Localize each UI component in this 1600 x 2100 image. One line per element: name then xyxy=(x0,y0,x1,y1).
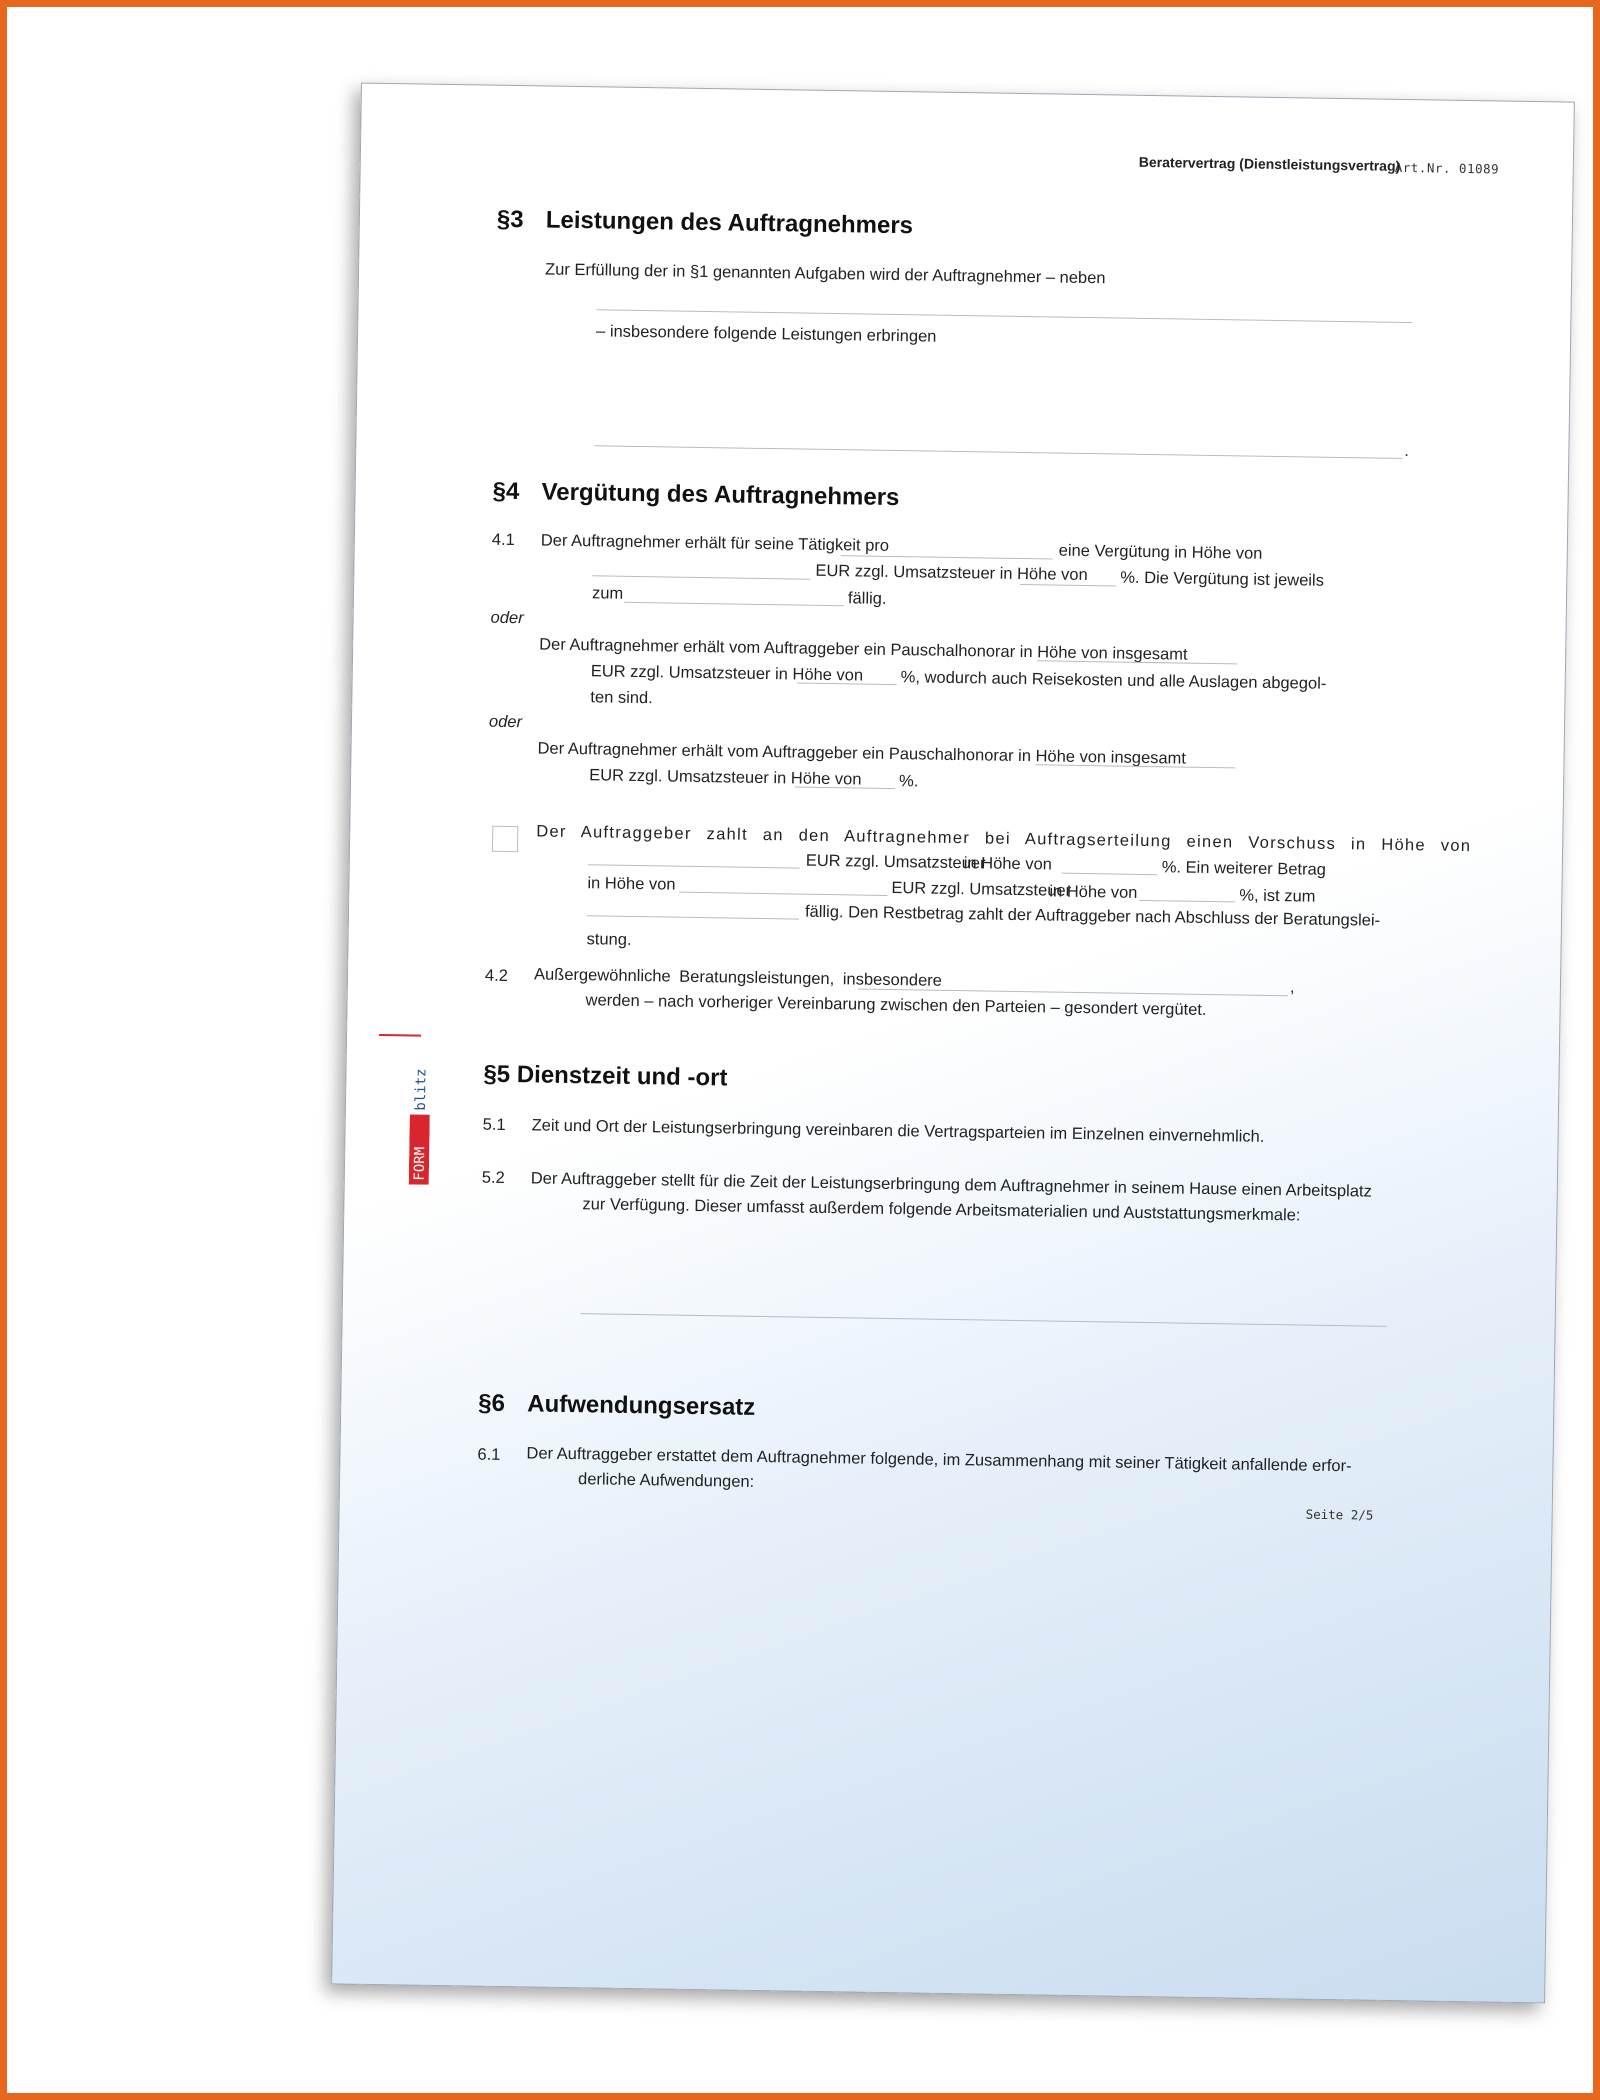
clause-5-2-text-b: zur Verfügung. Dieser umfasst außerdem folgende Arbeitsmaterialien und Auststattungsmerkmale: xyxy=(582,1195,1301,1225)
section-3-intro: Zur Erfüllung der in §1 genannten Aufgaben wird der Auftragnehmer – neben xyxy=(544,260,1106,288)
clause-4-2-number: 4.2 xyxy=(484,966,509,985)
clause-5-2-number: 5.2 xyxy=(481,1168,505,1187)
fill-in-vat-1[interactable] xyxy=(1020,584,1116,587)
fill-in-advance-amount[interactable] xyxy=(588,864,800,868)
clause-4-2-text-b: werden – nach vorheriger Vereinbarung zwischen den Parteien – gesondert vergütet. xyxy=(585,991,1207,1019)
advance-text-a: Der Auftraggeber zahlt an den Auftragnehmer bei Auftragserteilung einen Vorschuss in Höhe von xyxy=(536,822,1472,856)
advance-text-g: in Höhe von xyxy=(1049,882,1138,902)
document-title: Beratervertrag (Dienstleistungsvertrag) xyxy=(1138,153,1401,174)
advance-payment-checkbox[interactable] xyxy=(492,826,518,852)
fill-in-amount-1[interactable] xyxy=(592,575,810,579)
option-2-text-a: Der Auftragnehmer erhält vom Auftraggeber ein Pauschalhonorar in Höhe von insgesamt xyxy=(539,635,1188,664)
option-2-text-c: %, wodurch auch Reisekosten und alle Auslagen abgegol- xyxy=(900,668,1327,693)
option-3-text-b: EUR zzgl. Umsatzsteuer in Höhe von xyxy=(589,766,862,789)
fill-in-period[interactable] xyxy=(841,555,1053,559)
advance-text-h: %, ist zum xyxy=(1239,886,1316,906)
fill-in-further-due[interactable] xyxy=(587,915,799,919)
advance-text-c: in Höhe von xyxy=(963,854,1053,874)
document-page xyxy=(331,83,1575,2004)
fill-in-line-3a[interactable] xyxy=(596,309,1412,323)
fill-in-advance-vat[interactable] xyxy=(1062,873,1158,876)
fill-in-extraordinary-services[interactable] xyxy=(858,988,1288,996)
option-3-text-a: Der Auftragnehmer erhält vom Auftraggeber ein Pauschalhonorar in Höhe von insgesamt xyxy=(537,739,1187,768)
section-3-end-dot: . xyxy=(1404,442,1410,461)
advance-text-j: stung. xyxy=(586,930,632,949)
section-4-title: Vergütung des Auftragnehmers xyxy=(541,478,900,512)
fill-in-further-amount[interactable] xyxy=(679,892,887,896)
advance-text-f: EUR zzgl. Umsatzsteuer xyxy=(891,879,1072,900)
section-5-title: §5 Dienstzeit und -ort xyxy=(483,1060,728,1092)
clause-4-1-number: 4.1 xyxy=(491,530,515,550)
advance-text-e: in Höhe von xyxy=(587,874,676,894)
option-2-text-d: ten sind. xyxy=(590,688,653,708)
page-number: Seite 2/5 xyxy=(1305,1506,1374,1523)
clause-4-1-text-d: %. Die Vergütung ist jeweils xyxy=(1120,568,1325,590)
fill-in-equipment-line[interactable] xyxy=(581,1313,1387,1327)
oder-2: oder xyxy=(488,712,523,732)
advance-text-d: %. Ein weiterer Betrag xyxy=(1161,858,1327,879)
section-6-number: §6 xyxy=(478,1389,506,1418)
article-number: Art.Nr. 01089 xyxy=(1394,159,1500,177)
option-2-text-b: EUR zzgl. Umsatzsteuer in Höhe von xyxy=(590,662,864,685)
clause-6-1-number: 6.1 xyxy=(477,1445,501,1464)
formblitz-logo xyxy=(409,1034,431,1184)
clause-4-1-text-c: EUR zzgl. Umsatzsteuer in Höhe von xyxy=(815,561,1088,585)
clause-4-2-comma: , xyxy=(1289,978,1295,997)
section-3-services: – insbesondere folgende Leistungen erbringen xyxy=(595,322,937,346)
logo-text-blitz: blitz xyxy=(412,1068,430,1111)
clause-4-2-text-a: Außergewöhnliche Beratungsleistungen, insbesondere xyxy=(533,965,943,990)
clause-4-1-text-f: fällig. xyxy=(847,589,887,608)
section-4-number: §4 xyxy=(492,477,520,506)
clause-6-1-text-b: derliche Aufwendungen: xyxy=(577,1470,755,1491)
section-3-number: §3 xyxy=(496,205,524,234)
section-6-title: Aufwendungsersatz xyxy=(527,1390,756,1421)
section-3-title: Leistungen des Auftragnehmers xyxy=(545,206,914,240)
clause-5-2-text-a: Der Auftraggeber stellt für die Zeit der Leistungserbringung dem Auftragnehmer in seinem Hause einen Arbeitsplatz xyxy=(530,1169,1372,1201)
clause-5-1-number: 5.1 xyxy=(482,1115,506,1134)
clause-4-1-text-b: eine Vergütung in Höhe von xyxy=(1058,541,1263,563)
clause-5-1-text: Zeit und Ort der Leistungserbringung vereinbaren die Vertragsparteien im Einzelnen einvernehmlich. xyxy=(531,1116,1265,1146)
fill-in-due-date[interactable] xyxy=(624,602,844,606)
fill-in-further-vat[interactable] xyxy=(1139,900,1235,903)
logo-text-form: FORM xyxy=(411,1146,429,1181)
clause-4-1-text-e: zum xyxy=(591,584,624,603)
oder-1: oder xyxy=(490,608,524,628)
advance-text-i: fällig. Den Restbetrag zahlt der Auftraggeber nach Abschluss der Beratungslei- xyxy=(804,902,1381,930)
clause-6-1-text-a: Der Auftraggeber erstattet dem Auftragnehmer folgende, im Zusammenhang mit seiner Tätigkeit anfallende erfor- xyxy=(526,1444,1352,1476)
fill-in-line-3b[interactable] xyxy=(594,445,1402,459)
option-3-text-c: %. xyxy=(898,772,919,791)
clause-4-1-text-a: Der Auftragnehmer erhält für seine Tätigkeit pro xyxy=(540,531,890,555)
advance-text-b: EUR zzgl. Umsatzsteuer xyxy=(805,851,986,873)
